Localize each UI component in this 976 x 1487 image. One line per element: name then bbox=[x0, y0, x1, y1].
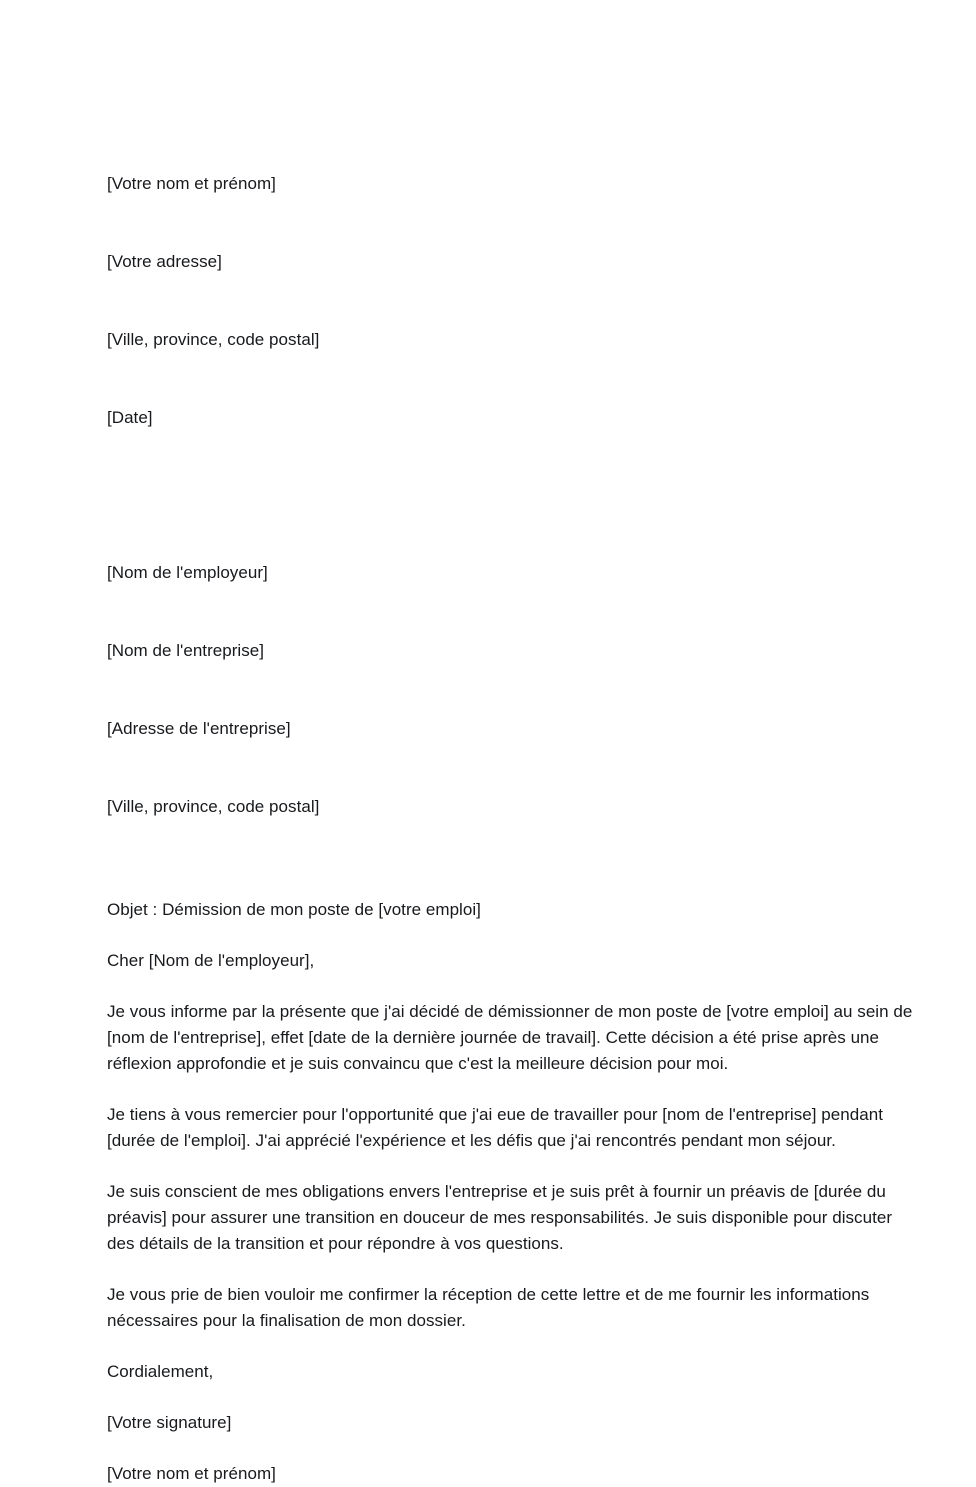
sender-city-line: [Ville, province, code postal] bbox=[107, 330, 320, 349]
recipient-city-line: [Ville, province, code postal] bbox=[107, 797, 320, 816]
body-paragraph-3: Je suis conscient de mes obligations envers l'entreprise et je suis prêt à fournir un préavis de [durée du préavis] pour assurer une transition en douceur de mes responsabilités. Je suis disponible pour discuter des détails de la transition et pour répondre à vos questions. bbox=[107, 1182, 897, 1253]
sender-date-line: [Date] bbox=[107, 408, 153, 427]
closing-line: Cordialement, bbox=[107, 1362, 214, 1381]
recipient-address-block bbox=[107, 508, 922, 872]
sender-address-block bbox=[107, 119, 922, 483]
recipient-street-line: [Adresse de l'entreprise] bbox=[107, 719, 291, 738]
sender-street-line: [Votre adresse] bbox=[107, 252, 222, 271]
letter-body bbox=[107, 119, 922, 1487]
body-paragraph-2: Je tiens à vous remercier pour l'opportunité que j'ai eue de travailler pour [nom de l'entreprise] pendant [durée de l'emploi]. J'ai apprécié l'expérience et les défis que j'ai rencontrés pendant mon séjour. bbox=[107, 1105, 888, 1150]
salutation-line: Cher [Nom de l'employeur], bbox=[107, 951, 315, 970]
recipient-employer-line: [Nom de l'employeur] bbox=[107, 563, 268, 582]
body-paragraph-1: Je vous informe par la présente que j'ai décidé de démissionner de mon poste de [votre emploi] au sein de [nom de l'entreprise], effet [date de la dernière journée de travail]. Cette décision a été prise après une réflexion approfondie et je suis convaincu que c'est la meilleure décision pour moi. bbox=[107, 1002, 918, 1073]
recipient-company-line: [Nom de l'entreprise] bbox=[107, 641, 265, 660]
body-paragraph-4: Je vous prie de bien vouloir me confirmer la réception de cette lettre et de me fournir les informations nécessaires pour la finalisation de mon dossier. bbox=[107, 1285, 875, 1330]
subject-line: Objet : Démission de mon poste de [votre emploi] bbox=[107, 900, 481, 919]
sender-name-line: [Votre nom et prénom] bbox=[107, 174, 276, 193]
signature-placeholder: [Votre signature] bbox=[107, 1413, 232, 1432]
signer-name-placeholder: [Votre nom et prénom] bbox=[107, 1464, 276, 1483]
